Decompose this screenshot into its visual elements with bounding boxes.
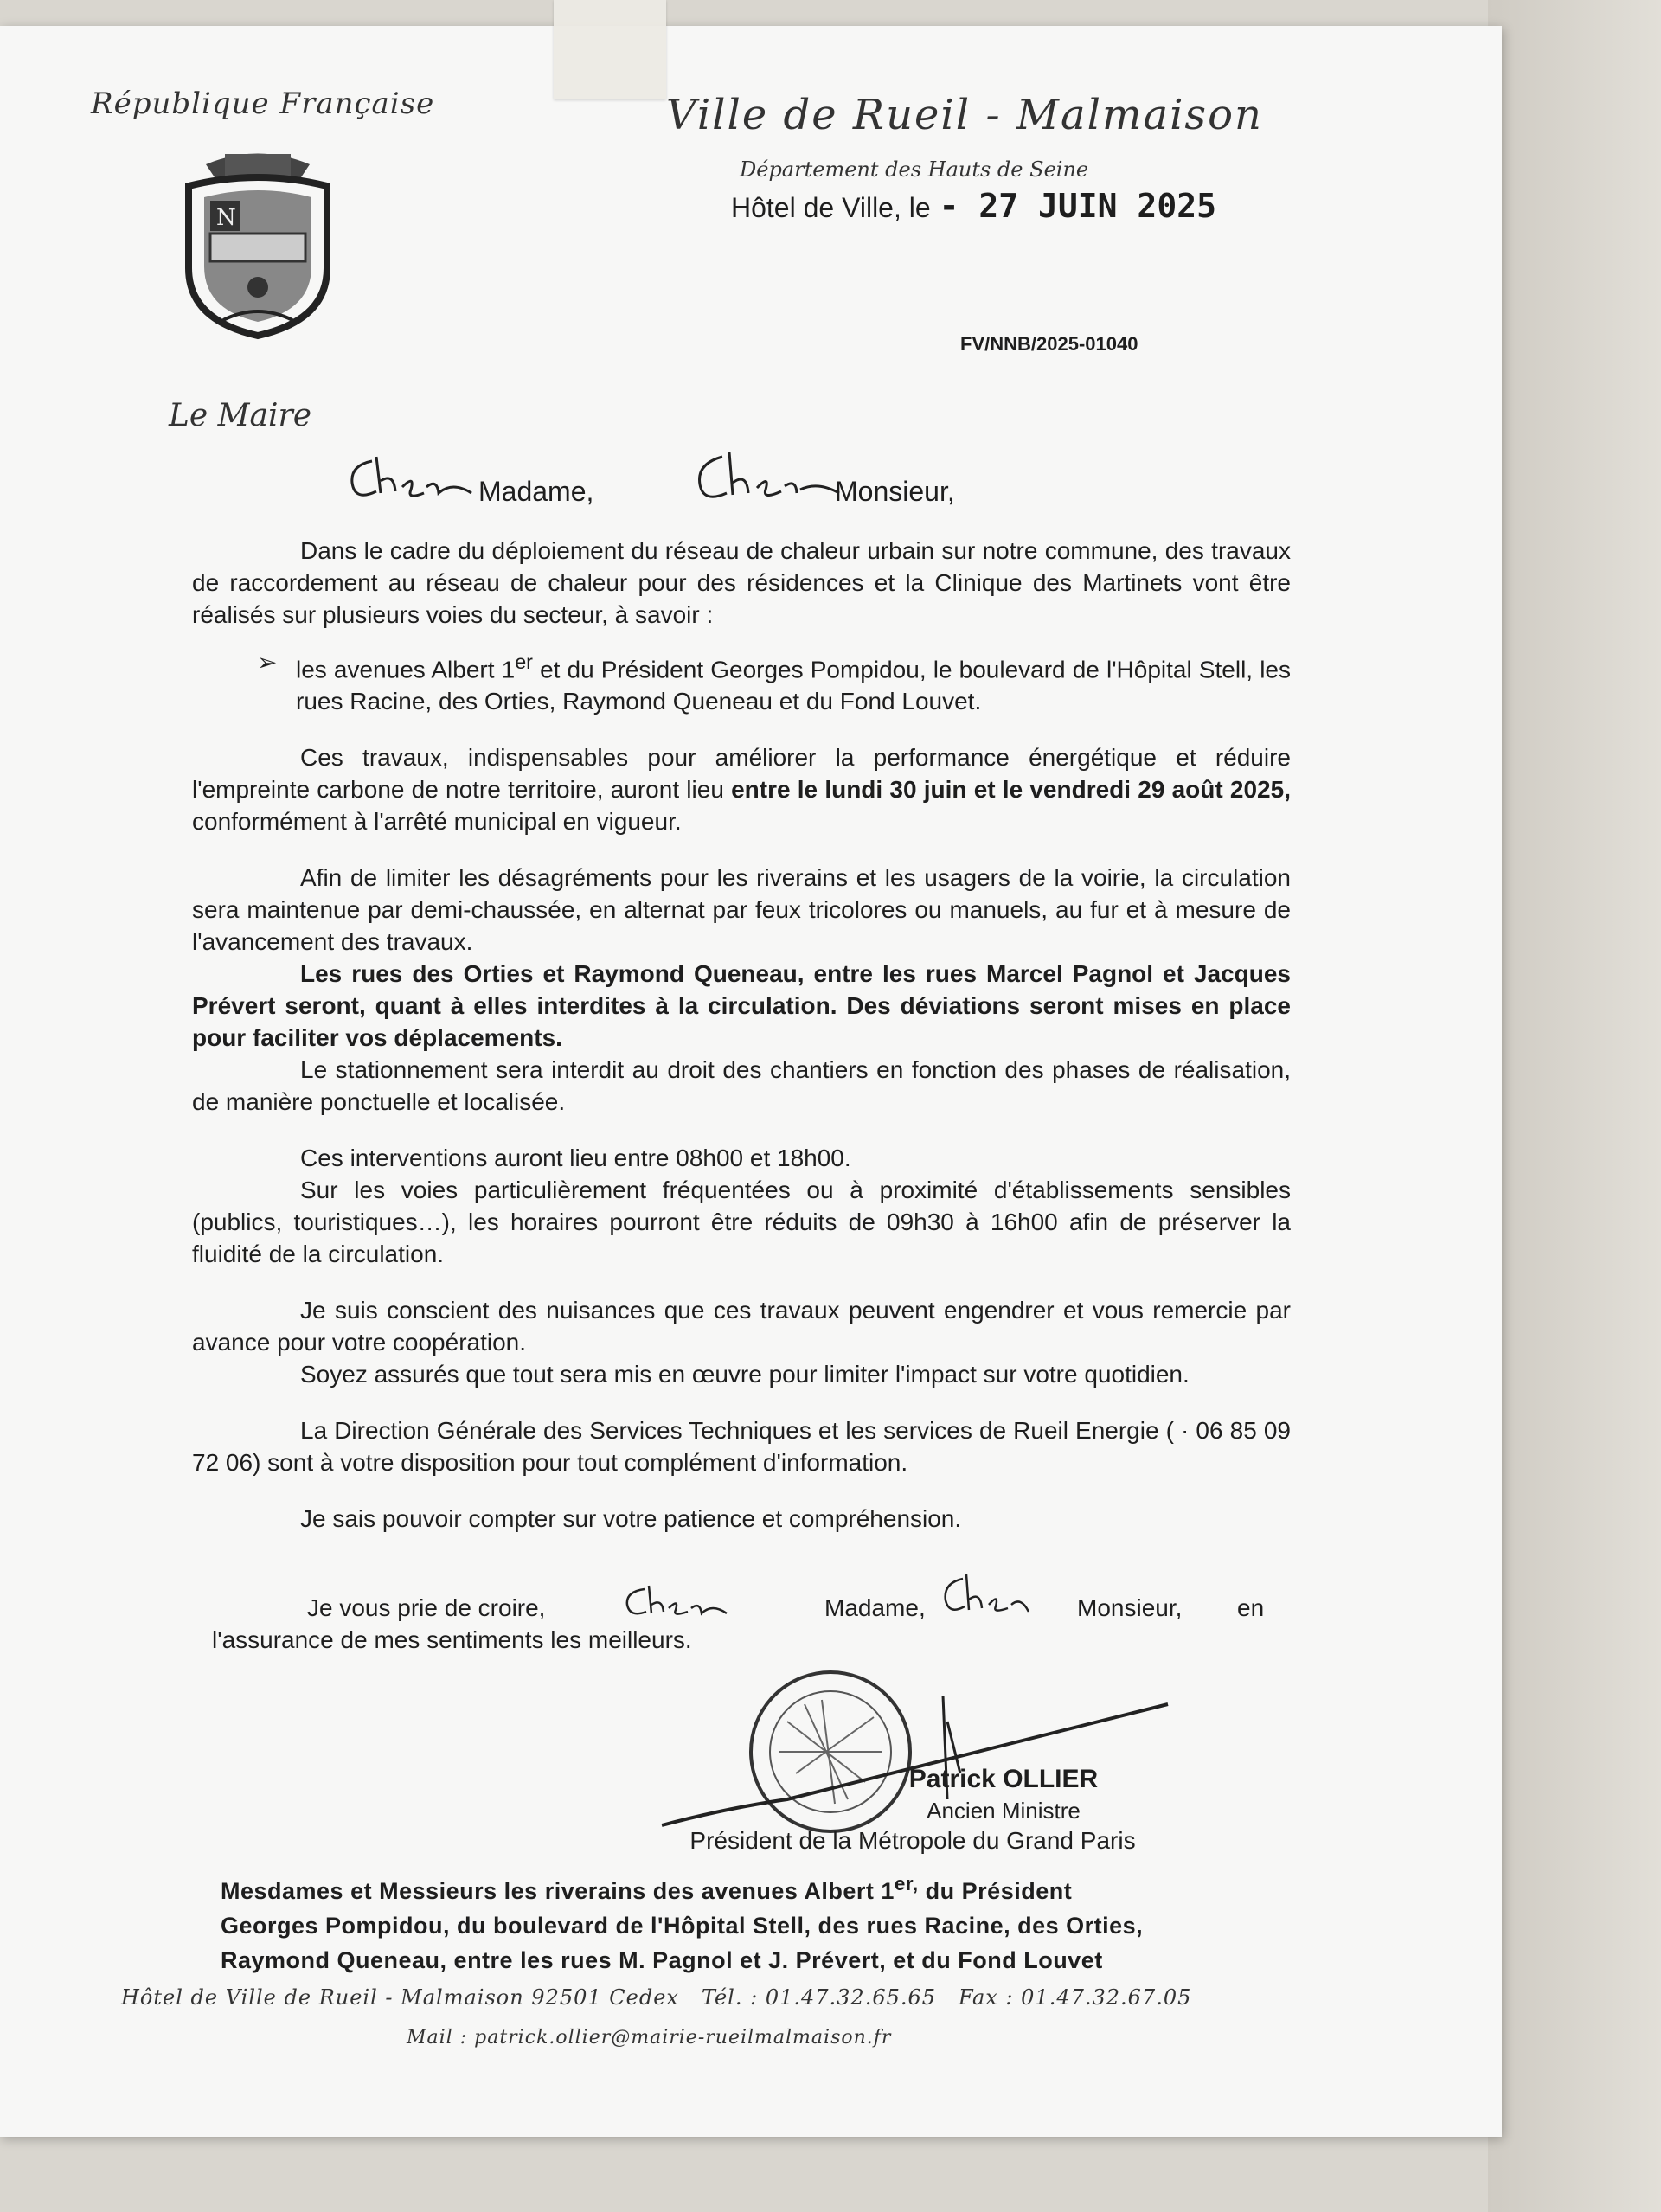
- city-crest-icon: [171, 147, 344, 342]
- addressees-text-a: Mesdames et Messieurs les riverains des avenues Albert 1: [221, 1878, 895, 1904]
- footer-tel: Tél. : 01.47.32.65.65: [701, 1985, 937, 2010]
- republic-heading: République Française: [91, 87, 435, 121]
- paragraph-dates: [192, 741, 1291, 837]
- handwritten-chere: [342, 439, 480, 517]
- bullet-arrow-icon: ➢: [257, 649, 278, 676]
- date-stamp: - 27 JUIN 2025: [939, 187, 1216, 225]
- street-text-a: les avenues Albert 1: [296, 656, 516, 683]
- paragraph-assurance: Soyez assurés que tout sera mis en œuvre pour limiter l'impact sur votre quotidien.: [300, 1361, 1190, 1388]
- paragraph-closed-streets: Les rues des Orties et Raymond Queneau, entre les rues Marcel Pagnol et Jacques Prévert seront, quant à elles interdites à la circulation. Des déviations seront mises en place pour faciliter vos déplacements.: [192, 960, 1291, 1052]
- reference-number: FV/NNB/2025-01040: [960, 333, 1138, 355]
- date-line: [731, 187, 1216, 225]
- letter-body: [192, 535, 1291, 1535]
- city-heading: Ville de Rueil - Malmaison: [666, 91, 1263, 139]
- footer-address-line: [121, 1985, 1191, 2010]
- addressees-superscript: er,: [894, 1873, 919, 1895]
- department-line: Département des Hauts de Seine: [740, 157, 1089, 182]
- paragraph-intro: Dans le cadre du déploiement du réseau de chaleur urbain sur notre commune, des travaux de raccordement au réseau de chaleur pour des résidences et la Clinique des Martinets vont être réalisés sur plusieurs voies du secteur, à savoir :: [192, 537, 1291, 628]
- sender-title: Le Maire: [169, 398, 312, 433]
- paragraph-parking: Le stationnement sera interdit au droit des chantiers en fonction des phases de réalisation, de manière ponctuelle et localisée.: [192, 1056, 1291, 1116]
- closing-row-2: [212, 1624, 1267, 1656]
- closing-row-1: [212, 1592, 1267, 1624]
- paragraph-hours: Ces interventions auront lieu entre 08h00 et 18h00.: [300, 1144, 851, 1172]
- wall-background: [1488, 0, 1661, 2212]
- adhesive-tape: [554, 0, 666, 99]
- svg-text:N: N: [216, 205, 236, 231]
- letter-page: [0, 26, 1502, 2137]
- handwritten-cher: [688, 439, 843, 517]
- closing-formula: [212, 1592, 1267, 1656]
- signature-block: [649, 1670, 1272, 1877]
- paragraph-reduced-hours: Sur les voies particulièrement fréquentées ou à proximité d'établissements sensibles (publics, touristiques…), les horaires pourront être réduits de 09h30 à 16h00 afin de préserver la fluidité de la circulation.: [192, 1177, 1291, 1268]
- street-list: [192, 646, 1291, 717]
- signatory-title-1: Ancien Ministre: [927, 1798, 1081, 1824]
- signatory-title-2: Président de la Métropole du Grand Paris: [689, 1827, 1136, 1854]
- closing-en: en: [1237, 1594, 1265, 1621]
- footer-fax: Fax : 01.47.32.67.05: [958, 1985, 1192, 2010]
- hotel-de-ville-label: Hôtel de Ville, le: [731, 192, 931, 223]
- addressees-line-3: Raymond Queneau, entre les rues M. Pagnol et J. Prévert, et du Fond Louvet: [221, 1947, 1103, 1973]
- paragraph-contact: La Direction Générale des Services Techniques et les services de Rueil Energie ( · 06 85 09 72 06) sont à votre disposition pour tout complément d'information.: [192, 1417, 1291, 1477]
- dates-bold: entre le lundi 30 juin et le vendredi 29 août 2025,: [731, 776, 1291, 804]
- handwritten-cher-closing: [939, 1570, 1034, 1622]
- closing-lead: Je vous prie de croire,: [307, 1594, 546, 1621]
- addressees-text-b: du Président: [918, 1878, 1073, 1904]
- dates-text-b: conformément à l'arrêté municipal en vigueur.: [192, 808, 682, 836]
- closing-monsieur: Monsieur,: [1077, 1594, 1183, 1621]
- addressees-block: [221, 1867, 1259, 1978]
- paragraph-patience: Je sais pouvoir compter sur votre patience et compréhension.: [300, 1505, 962, 1533]
- footer-address: Hôtel de Ville de Rueil - Malmaison 92501 Cedex: [121, 1985, 679, 2010]
- closing-line-2: l'assurance de mes sentiments les meilleurs.: [212, 1626, 692, 1653]
- paragraph-circulation: Afin de limiter les désagréments pour les riverains et les usagers de la voirie, la circulation sera maintenue par demi-chaussée, en alternat par feux tricolores ou manuels, au fur et à mesure de l'avancement des travaux.: [192, 864, 1291, 956]
- addressees-line-2: Georges Pompidou, du boulevard de l'Hôpital Stell, des rues Racine, des Orties,: [221, 1913, 1144, 1939]
- street-list-item: [257, 646, 1292, 717]
- handwritten-chere-closing: [619, 1579, 731, 1626]
- footer-email: Mail : patrick.ollier@mairie-rueilmalmaison.fr: [407, 2027, 892, 2049]
- addressees-line-1: [221, 1867, 1259, 1908]
- street-text-b: et du Président Georges Pompidou, le boulevard de l'Hôpital Stell, les rues Racine, des Orties, Raymond Queneau et du Fond Louvet.: [296, 656, 1292, 715]
- superscript-er: er: [515, 651, 533, 673]
- dates-text-a: Ces travaux, indispensables pour améliorer la performance énergétique et réduire l'empreinte carbone de notre territoire, auront lieu: [192, 744, 1291, 804]
- monsieur-word: Monsieur,: [835, 476, 955, 507]
- signatory-name: Patrick OLLIER: [908, 1765, 1099, 1793]
- madame-word: Madame,: [478, 476, 594, 507]
- closing-madame: Madame,: [824, 1594, 926, 1621]
- paragraph-apology: Je suis conscient des nuisances que ces travaux peuvent engendrer et vous remercie par avance pour votre coopération.: [192, 1297, 1291, 1356]
- salutation-line: [342, 439, 1034, 517]
